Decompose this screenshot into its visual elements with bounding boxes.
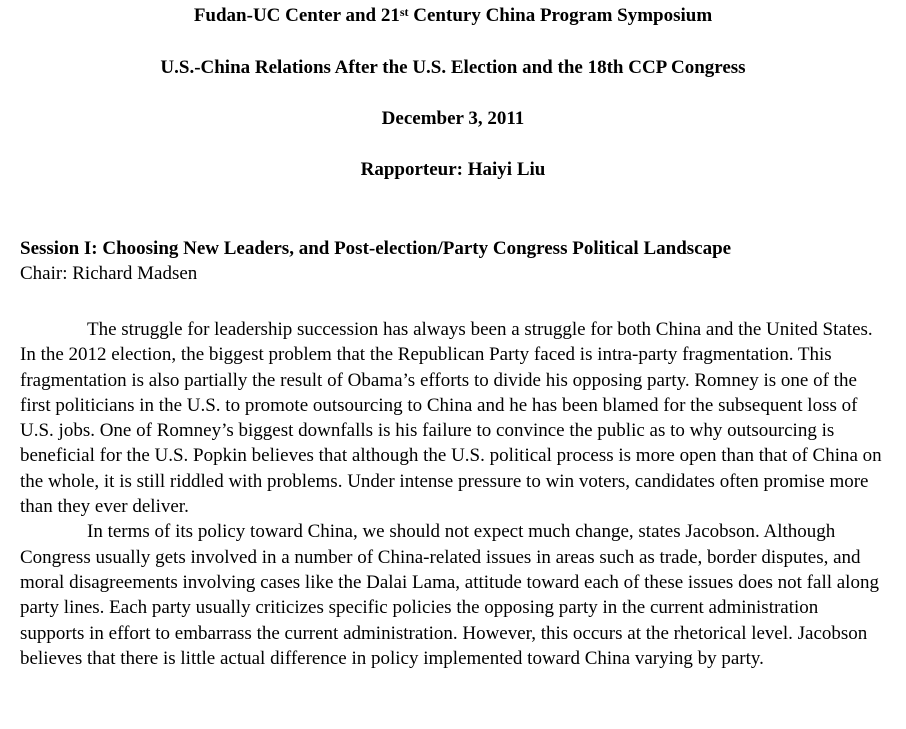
paragraph: In terms of its policy toward China, we should not expect much change, states Jacobson. Although Congress usually gets involved in a number of China-related issues in areas such as trade, border disputes, and moral disagreements involving cases like the Dalai Lama, attitude toward each of these issues does not fall along party lines. Each party usually criticizes specific policies the opposing party in the current administration supports in effort to embarrass the current administration. However, this occurs at the rhetorical level. Jacobson believes that there is little actual difference in policy implemented toward China varying by party. xyxy=(20,521,879,669)
session-chair: Chair: Richard Madsen xyxy=(20,263,198,284)
event-subtitle: U.S.-China Relations After the U.S. Election and the 18th CCP Congress xyxy=(160,57,746,78)
session-title: Session I: Choosing New Leaders, and Post-election/Party Congress Political Landscape xyxy=(20,238,732,259)
session-header xyxy=(20,236,886,286)
symposium-title-pre: Fudan-UC Center and 21 xyxy=(193,5,400,26)
symposium-title-post: Century China Program Symposium xyxy=(408,5,713,26)
ordinal-superscript: st xyxy=(399,5,409,19)
paragraph: The struggle for leadership succession has always been a struggle for both China and the United States. In the 2012 election, the biggest problem that the Republican Party faced is intra-party fragmentation. This fragmentation is also partially the result of Obama’s efforts to divide his opposing party. Romney is one of the first politicians in the U.S. to promote outsourcing to China and he has been blamed for the subsequent loss of U.S. jobs. One of Romney’s biggest downfalls is his failure to convince the public as to why outsourcing is beneficial for the U.S. Popkin believes that although the U.S. political process is more open than that of China on the whole, it is still riddled with problems. Under intense pressure to win voters, candidates often promise more than they ever deliver. xyxy=(20,319,882,518)
event-date: December 3, 2011 xyxy=(381,108,525,129)
rapporteur-line: Rapporteur: Haiyi Liu xyxy=(360,159,546,180)
symposium-title xyxy=(20,5,886,27)
body-text xyxy=(20,317,886,671)
